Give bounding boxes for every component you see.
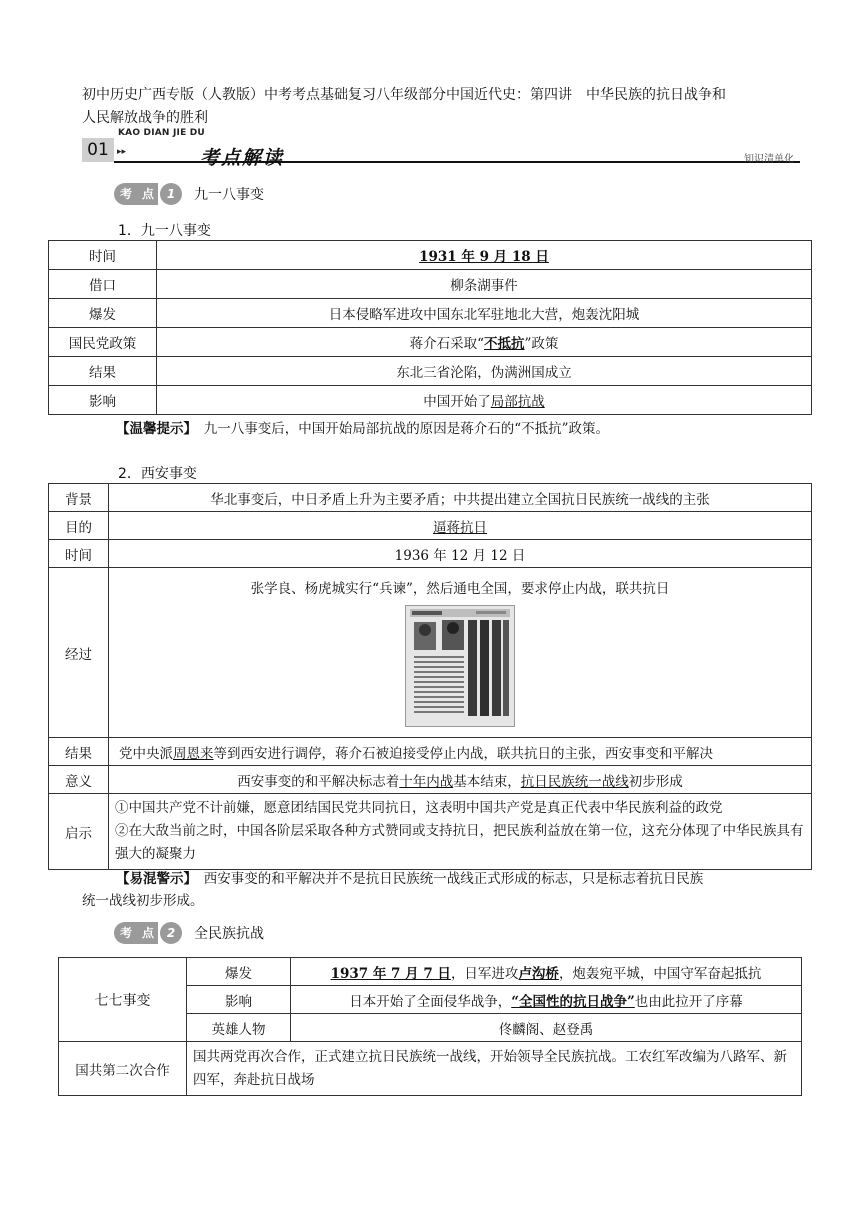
warn-heading: 【易混警示】	[116, 871, 191, 887]
row-value	[157, 386, 812, 415]
section-banner	[82, 128, 800, 169]
table-row	[49, 270, 812, 299]
row-label: 影响	[187, 986, 291, 1014]
text-segment: ”政策	[524, 336, 559, 352]
newspaper-image	[405, 605, 515, 727]
table-row	[49, 568, 812, 738]
text-segment: 中国开始了	[423, 394, 491, 410]
underlined-keyword: 1937 年 7 月 7 日	[330, 965, 451, 982]
text-segment: 初步形成	[628, 773, 683, 790]
text-segment: 等到西安进行调停，蒋介石被迫接受停止内战，联共抗日的主张，西安事变和平解决	[213, 745, 713, 762]
underlined-keyword: “全国性的抗日战争”	[511, 993, 635, 1010]
table-row	[49, 299, 812, 328]
row-label: 结果	[49, 738, 109, 766]
row-label: 国共第二次合作	[59, 1042, 187, 1096]
text-segment: 也由此拉开了序幕	[634, 993, 743, 1010]
warn-text: 西安事变的和平解决并不是抗日民族统一战线正式形成的标志，只是标志着抗日民族	[190, 871, 704, 887]
kaodian-badge-char1: 考	[114, 922, 138, 944]
sec2-title: 2．西安事变	[118, 466, 197, 482]
row-label: 经过	[49, 568, 109, 738]
text-segment: 日本开始了全面侵华战争，	[349, 993, 512, 1010]
page-title-line1: 初中历史广西专版（人教版）中考考点基础复习八年级部分中国近代史：第四讲 中华民族的抗日战争和	[82, 87, 726, 103]
row-label: 背景	[49, 484, 109, 512]
row-label: 爆发	[49, 299, 157, 328]
underlined-keyword: 局部抗战	[490, 394, 545, 410]
row-label: 英雄人物	[187, 1014, 291, 1042]
text-segment: 党中央派	[119, 745, 173, 762]
banner-right-note: 知识清单化	[744, 154, 794, 165]
table-row	[49, 386, 812, 415]
table-row	[49, 357, 812, 386]
newspaper-illustration	[406, 606, 514, 726]
table-row	[49, 512, 812, 540]
kaodian-number: 2	[160, 922, 182, 944]
kaodian-label: 九一八事变	[194, 187, 265, 203]
double-arrow-icon: ▸▸	[117, 147, 127, 157]
underlined-keyword: 不抵抗	[484, 336, 525, 352]
row-label: 意义	[49, 766, 109, 794]
row-label: 时间	[49, 241, 157, 270]
row-value: 1936 年 12 月 12 日	[109, 540, 812, 568]
table-row	[49, 328, 812, 357]
row-label: 爆发	[187, 958, 291, 986]
table-row	[59, 958, 802, 986]
tip-heading: 【温馨提示】	[116, 421, 191, 437]
text-segment: 蒋介石采取“	[409, 336, 484, 352]
kaodian-heading-1	[114, 183, 264, 205]
table-row	[49, 738, 812, 766]
row-value	[157, 328, 812, 357]
row-label: 时间	[49, 540, 109, 568]
event-label: 七七事变	[59, 958, 187, 1042]
row-value	[291, 958, 802, 986]
underlined-keyword: 抗日民族统一战线	[520, 773, 629, 790]
row-label: 启示	[49, 794, 109, 870]
kaodian-number: 1	[160, 183, 182, 205]
underlined-keyword: 周恩来	[173, 745, 214, 762]
banner-number: 01	[82, 138, 114, 162]
text-segment: 西安事变的和平解决标志着	[237, 773, 400, 790]
table-row	[49, 241, 812, 270]
warn-note	[82, 868, 806, 912]
table-918-incident	[48, 240, 812, 415]
row-value: 日本侵略军进攻中国东北军驻地北大营，炮轰沈阳城	[157, 299, 812, 328]
kaodian-badge-char2: 点	[138, 183, 158, 205]
row-value: 1931 年 9 月 18 日	[157, 241, 812, 270]
row-value: 逼蒋抗日	[109, 512, 812, 540]
underlined-keyword: 卢沟桥	[518, 965, 559, 982]
kaodian-badge-char1: 考	[114, 183, 138, 205]
text-segment: ，日军进攻	[450, 965, 519, 982]
kaodian-badge-char2: 点	[138, 922, 158, 944]
warn-text-2: 统一战线初步形成。	[82, 893, 204, 909]
table-row	[49, 540, 812, 568]
process-text: 张学良、杨虎城实行“兵谏”，然后通电全国，要求停止内战，联共抗日	[250, 580, 670, 597]
row-value	[109, 766, 812, 794]
row-value	[109, 568, 812, 738]
row-label: 影响	[49, 386, 157, 415]
row-value	[109, 794, 812, 870]
kaodian-heading-2	[114, 922, 264, 944]
underlined-keyword: 十年内战	[399, 773, 454, 790]
row-value	[109, 738, 812, 766]
row-value	[291, 986, 802, 1014]
row-label: 借口	[49, 270, 157, 299]
insight-2: ②在大敌当前之时，中国各阶层采取各种方式赞同或支持抗日，把民族利益放在第一位，这充分体现了中华民族具有强大的凝聚力	[115, 823, 804, 862]
row-value: 佟麟阁、赵登禹	[291, 1014, 802, 1042]
row-value: 柳条湖事件	[157, 270, 812, 299]
table-full-war	[58, 957, 802, 1096]
row-label: 国民党政策	[49, 328, 157, 357]
tip-note	[116, 418, 609, 440]
page-title-line2: 人民解放战争的胜利	[82, 110, 208, 126]
table-row	[49, 484, 812, 512]
page-title	[82, 84, 782, 130]
kaodian-badge	[114, 183, 182, 205]
row-label: 目的	[49, 512, 109, 540]
text-segment: 基本结束，	[453, 773, 521, 790]
sec1-title: 1．九一八事变	[118, 223, 211, 239]
table-row	[59, 1042, 802, 1096]
table-row	[49, 766, 812, 794]
row-value: 东北三省沦陷，伪满洲国成立	[157, 357, 812, 386]
insight-1: ①中国共产党不计前嫌，愿意团结国民党共同抗日，这表明中国共产党是真正代表中华民族利益的政党	[115, 800, 723, 816]
row-value: 华北事变后，中日矛盾上升为主要矛盾；中共提出建立全国抗日民族统一战线的主张	[109, 484, 812, 512]
text-segment: ，炮轰宛平城，中国守军奋起抵抗	[558, 965, 762, 982]
tip-text: 九一八事变后，中国开始局部抗战的原因是蒋介石的“不抵抗”政策。	[190, 421, 610, 437]
banner-pinyin: KAO DIAN JIE DU	[118, 128, 205, 138]
table-xian-incident	[48, 483, 812, 870]
kaodian-label: 全民族抗战	[194, 926, 265, 942]
row-label: 结果	[49, 357, 157, 386]
table-row	[49, 794, 812, 870]
kaodian-badge	[114, 922, 182, 944]
banner-name: 考点解读	[200, 147, 285, 169]
row-value: 国共两党再次合作，正式建立抗日民族统一战线，开始领导全民族抗战。工农红军改编为八路军、新四军，奔赴抗日战场	[187, 1042, 802, 1096]
